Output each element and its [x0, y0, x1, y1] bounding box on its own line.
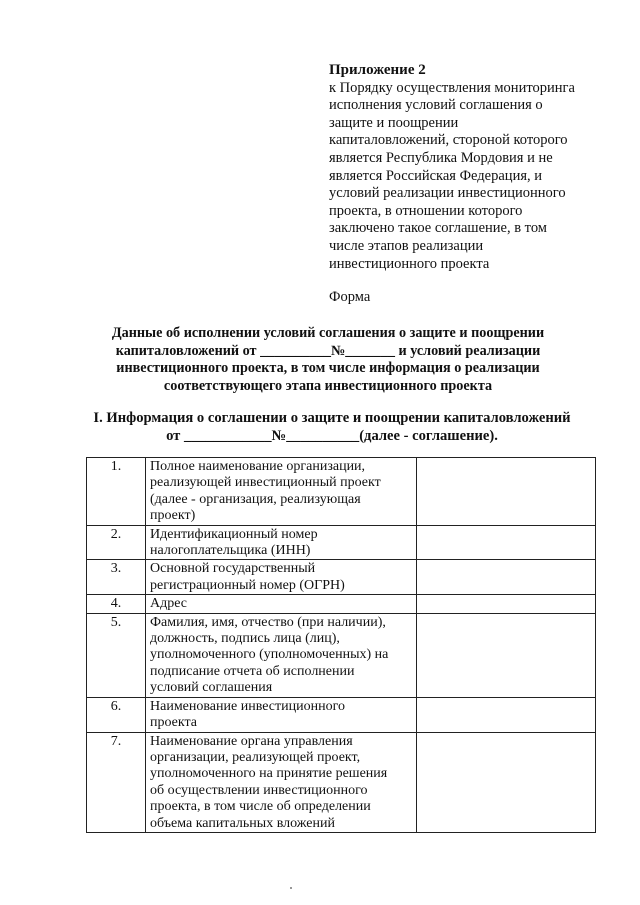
table-row: [87, 697, 596, 732]
row-label: [146, 613, 417, 697]
table-row: [87, 458, 596, 526]
appendix-line: числе этапов реализации: [329, 237, 484, 254]
section-title-line: I. Информация о соглашении о защите и поощрении капиталовложений: [93, 410, 571, 426]
row-label: [146, 697, 417, 732]
document-title-line: капиталовложений от __________№_______ и условий реализации: [115, 342, 541, 359]
document-title-line: соответствующего этапа инвестиционного проекта: [163, 377, 493, 394]
document-title: [78, 325, 578, 395]
row-label-line: уполномоченного на принятие решения: [150, 766, 388, 782]
table-row: [87, 525, 596, 560]
row-value-field[interactable]: [417, 613, 596, 697]
appendix-text: [329, 80, 604, 274]
row-label-line: проект): [150, 508, 196, 524]
document-title-line: инвестиционного проекта, в том числе информация о реализации: [116, 360, 540, 377]
row-label-line: реализующей инвестиционный проект: [150, 475, 381, 491]
row-label: [146, 458, 417, 526]
row-label-line: Основной государственный: [150, 561, 316, 577]
section-title: [72, 409, 592, 445]
appendix-title: Приложение 2: [329, 62, 426, 78]
row-value-field[interactable]: [417, 732, 596, 832]
row-label-line: условий соглашения: [150, 680, 273, 696]
row-label-line: регистрационный номер (ОГРН): [150, 577, 345, 593]
scan-speck: [290, 887, 292, 889]
row-label-line: (далее - организация, реализующая: [150, 491, 361, 507]
row-label-line: подписание отчета об исполнении: [150, 663, 355, 679]
row-label-line: Идентификационный номер: [150, 526, 318, 542]
table-row: [87, 732, 596, 832]
form-label: Форма: [329, 289, 371, 305]
appendix-line: исполнения условий соглашения о: [329, 97, 543, 114]
appendix-line: проекта, в отношении которого: [329, 202, 523, 219]
appendix-line: условий реализации инвестиционного: [329, 185, 566, 202]
row-value-field[interactable]: [417, 525, 596, 560]
document-title-line: Данные об исполнении условий соглашения о защите и поощрении: [111, 325, 545, 341]
table-row: [87, 560, 596, 595]
appendix-line: капиталовложений, стороной которого: [329, 132, 568, 149]
row-number: 3.: [87, 560, 146, 595]
row-label-line: проекта: [150, 715, 197, 731]
row-number: 2.: [87, 525, 146, 560]
row-value-field[interactable]: [417, 458, 596, 526]
section-title-line: от ____________№__________(далее - соглашение).: [166, 428, 498, 444]
appendix-line: заключено такое соглашение, в том: [329, 220, 547, 237]
row-label-line: организации, реализующей проект,: [150, 749, 361, 765]
row-label-line: Наименование инвестиционного: [150, 698, 345, 714]
row-label: [146, 732, 417, 832]
appendix-line: инвестиционного проекта: [329, 255, 490, 272]
row-label-line: уполномоченного (уполномоченных) на: [150, 647, 389, 663]
appendix-line: является Республика Мордовия и не: [329, 149, 553, 166]
table-row: [87, 595, 596, 613]
appendix-line: является Российская Федерация, и: [329, 167, 543, 184]
agreement-info-table: [86, 457, 596, 833]
row-number: 6.: [87, 697, 146, 732]
appendix-block: [329, 62, 604, 273]
row-label: [146, 525, 417, 560]
row-label-line: налогоплательщика (ИНН): [150, 543, 311, 559]
row-value-field[interactable]: [417, 560, 596, 595]
row-number: 4.: [87, 595, 146, 613]
row-number: 7.: [87, 732, 146, 832]
row-label-line: Наименование органа управления: [150, 733, 353, 749]
row-label-line: Полное наименование организации,: [150, 459, 366, 474]
appendix-line: защите и поощрении: [329, 114, 459, 131]
row-value-field[interactable]: [417, 697, 596, 732]
row-number: 5.: [87, 613, 146, 697]
row-label-line: объема капитальных вложений: [150, 815, 335, 831]
row-label-line: проекта, в том числе об определении: [150, 799, 371, 815]
row-value-field[interactable]: [417, 595, 596, 613]
row-label-line: об осуществлении инвестиционного: [150, 782, 368, 798]
row-label-line: Фамилия, имя, отчество (при наличии),: [150, 614, 386, 630]
appendix-line: к Порядку осуществления мониторинга: [329, 79, 575, 96]
row-number: 1.: [87, 458, 146, 526]
row-label: [146, 595, 417, 613]
row-label-line: должность, подпись лица (лиц),: [150, 631, 340, 647]
row-label: [146, 560, 417, 595]
table-row: [87, 613, 596, 697]
row-label-line: Адрес: [150, 596, 188, 612]
